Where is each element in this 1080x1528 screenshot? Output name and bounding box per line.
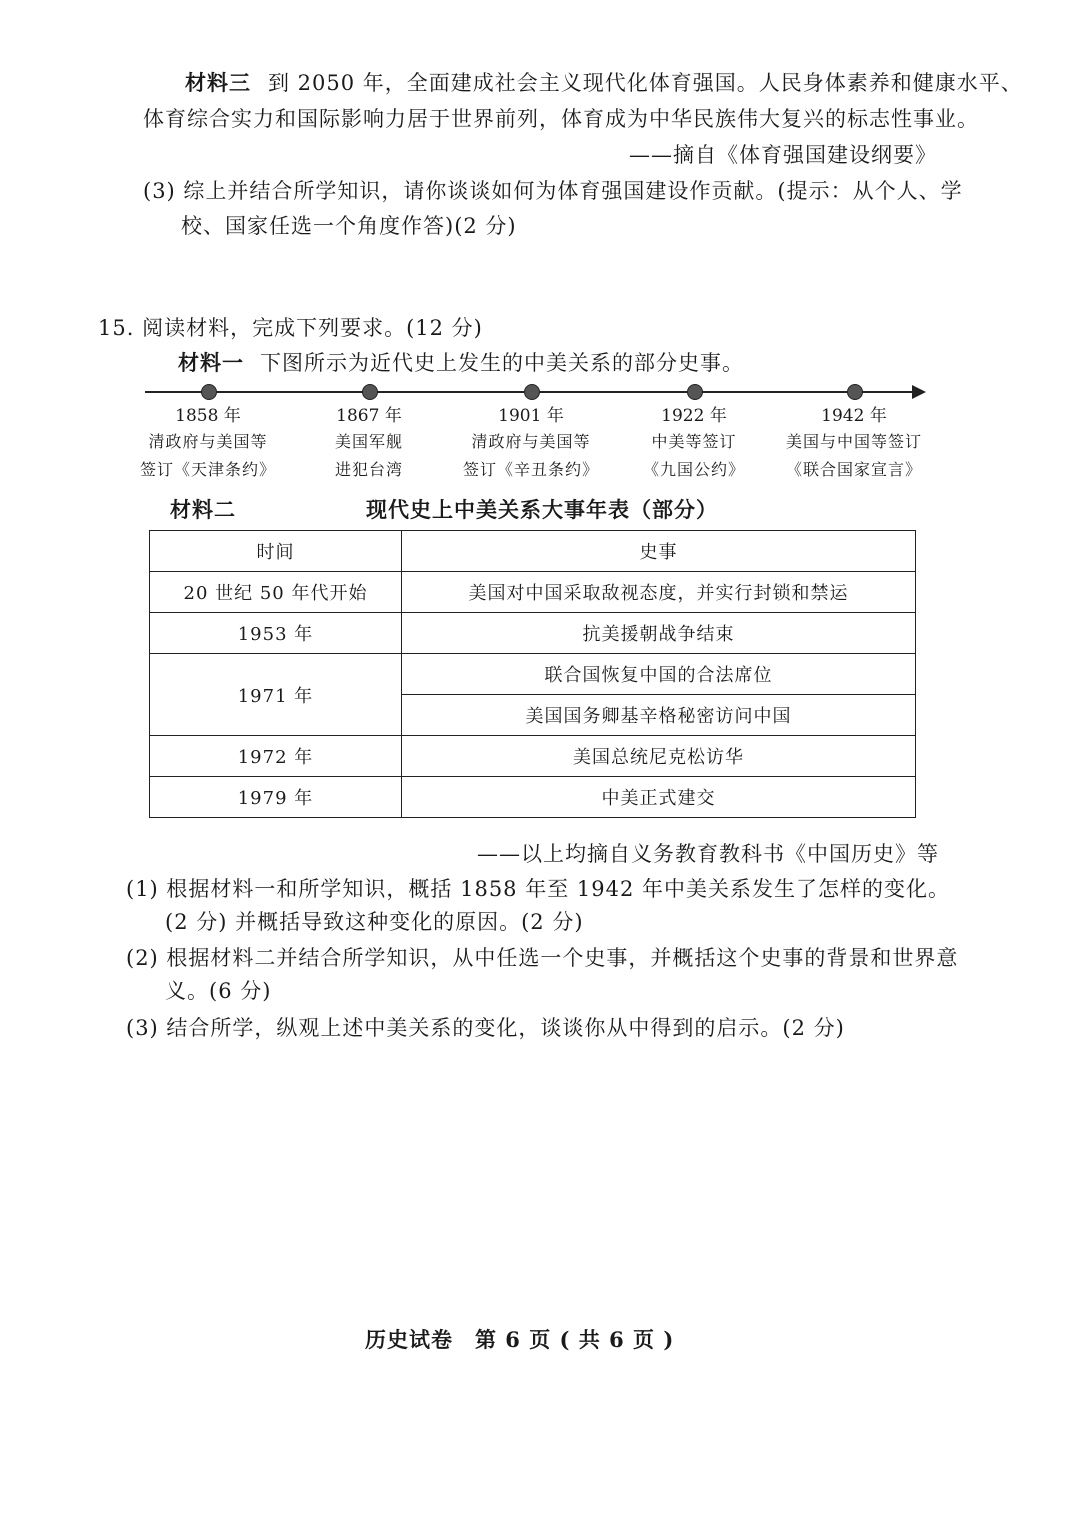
timeline-desc: 美国军舰 (334, 432, 403, 451)
table-cell-time: 1971 年 (150, 654, 402, 736)
table-header-event: 史事 (402, 531, 916, 572)
timeline-desc: 清政府与美国等 (148, 432, 268, 451)
timeline-desc: 美国与中国等签订 (785, 432, 922, 451)
material3-label: 材料三 (185, 70, 251, 95)
timeline-dot (687, 384, 703, 400)
table-cell-event: 抗美援朝战争结束 (402, 613, 916, 654)
table-source: ——以上均摘自义务教育教科书《中国历史》等 (477, 842, 939, 866)
page-footer: 历史试卷 第 6 页 ( 共 6 页 ) (365, 1327, 675, 1352)
timeline-desc: 《联合国家宣言》 (785, 460, 922, 479)
timeline-arrow-icon (912, 385, 926, 399)
table-title: 现代史上中美关系大事年表（部分） (366, 497, 718, 522)
timeline-dot (362, 384, 378, 400)
timeline-event (609, 404, 779, 484)
table-cell-event: 中美正式建交 (402, 777, 916, 818)
timeline-year: 1858 年 (175, 406, 241, 426)
q15-1-line2: (2 分) 并概括导致这种变化的原因。(2 分) (165, 910, 584, 934)
table-cell-event: 美国国务卿基辛格秘密访问中国 (402, 695, 916, 736)
table-row (150, 654, 916, 695)
table-cell-time: 1972 年 (150, 736, 402, 777)
timeline-event (446, 404, 616, 484)
timeline-dot (847, 384, 863, 400)
timeline-desc: 签订《辛丑条约》 (462, 460, 599, 479)
material3-source: ——摘自《体育强国建设纲要》 (629, 143, 937, 167)
table-cell-time: 1979 年 (150, 777, 402, 818)
timeline-year: 1867 年 (336, 406, 402, 426)
table-cell-event: 联合国恢复中国的合法席位 (402, 654, 916, 695)
table-cell-event: 美国总统尼克松访华 (402, 736, 916, 777)
q15-2-line1: (2) 根据材料二并结合所学知识，从中任选一个史事，并概括这个史事的背景和世界意 (126, 946, 959, 970)
timeline-year: 1901 年 (498, 406, 564, 426)
timeline-year: 1942 年 (821, 406, 887, 426)
table-row (150, 777, 916, 818)
timeline-desc: 《九国公约》 (642, 460, 745, 479)
table-cell-time: 1953 年 (150, 613, 402, 654)
timeline-event (284, 404, 454, 484)
q15-3-line1: (3) 结合所学，纵观上述中美关系的变化，谈谈你从中得到的启示。(2 分) (126, 1016, 845, 1040)
table-row (150, 572, 916, 613)
table-header-row (150, 531, 916, 572)
table-row (150, 736, 916, 777)
timeline-event (769, 404, 939, 484)
timeline-desc: 签订《天津条约》 (139, 460, 276, 479)
q14-3-line1: (3) 综上并结合所学知识，请你谈谈如何为体育强国建设作贡献。(提示：从个人、学 (143, 179, 963, 203)
table-row (150, 613, 916, 654)
timeline-event (123, 404, 293, 484)
material1-text: 下图所示为近代史上发生的中美关系的部分史事。 (260, 351, 744, 375)
timeline-desc: 进犯台湾 (334, 460, 403, 479)
q15-2-line2: 义。(6 分) (165, 979, 272, 1003)
timeline-dot (524, 384, 540, 400)
material3-line2: 体育综合实力和国际影响力居于世界前列，体育成为中华民族伟大复兴的标志性事业。 (143, 107, 979, 131)
events-table (149, 530, 916, 818)
table-cell-event: 美国对中国采取敌视态度，并实行封锁和禁运 (402, 572, 916, 613)
timeline-year: 1922 年 (661, 406, 727, 426)
q15-title: 15. 阅读材料，完成下列要求。(12 分) (98, 316, 483, 340)
q14-3-line2: 校、国家任选一个角度作答)(2 分) (181, 214, 517, 238)
material2-label: 材料二 (170, 497, 236, 522)
timeline-dot (201, 384, 217, 400)
table-header-time: 时间 (150, 531, 402, 572)
timeline-desc: 中美等签订 (651, 432, 737, 451)
q15-1-line1: (1) 根据材料一和所学知识，概括 1858 年至 1942 年中美关系发生了怎样的变化。 (126, 877, 951, 901)
material1-label: 材料一 (178, 350, 244, 375)
table-cell-time: 20 世纪 50 年代开始 (150, 572, 402, 613)
timeline-desc: 清政府与美国等 (471, 432, 591, 451)
material3-line1: 到 2050 年，全面建成社会主义现代化体育强国。人民身体素养和健康水平、 (268, 71, 1023, 95)
